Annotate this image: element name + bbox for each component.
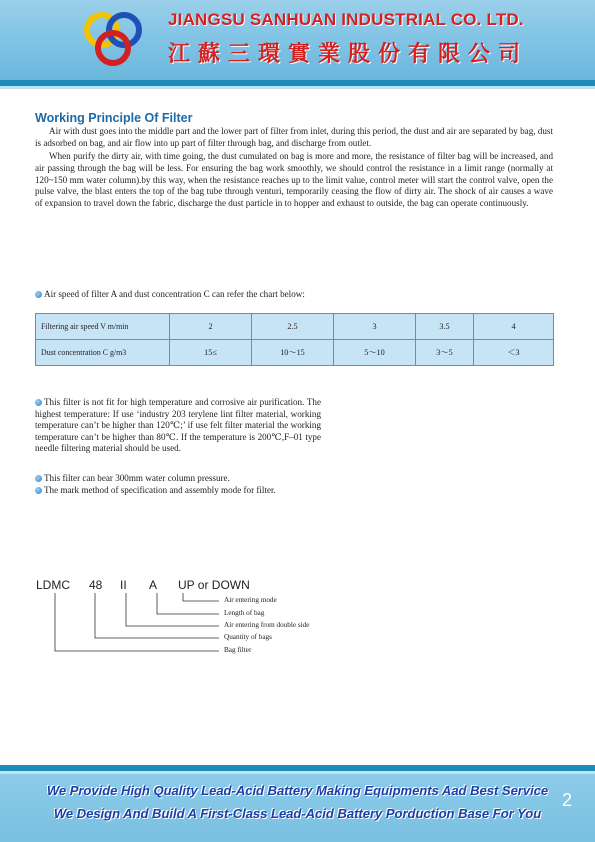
section-title: Working Principle Of Filter	[35, 111, 193, 125]
table-cell: 5～10	[334, 340, 416, 366]
table-row-label: Filtering air speed V m/min	[36, 314, 170, 340]
paragraph-1: Air with dust goes into the middle part and the lower part of filter from inlet, during this period, the dust and air are separated by bag, dust is adsorbed on bag, and air flow into up part of filter through bag, and discharge from outlet.	[35, 126, 553, 148]
model-code-quantity: 48	[89, 578, 103, 592]
bullet-icon	[35, 487, 42, 494]
note-pressure-text: This filter can bear 300mm water column pressure.	[44, 473, 230, 483]
model-desc-quantity: Quantity of bags	[224, 633, 272, 641]
company-name-en: JIANGSU SANHUAN INDUSTRIAL CO. LTD.	[168, 10, 524, 29]
model-desc-entry-side: Air entering from double side	[224, 621, 310, 629]
model-code-entry-mode: UP or DOWN	[178, 578, 250, 592]
table-cell: 15≤	[170, 340, 252, 366]
note-temperature-text: This filter is not fit for high temperature and corrosive air purification. The highest temperature: If use ‘industry 203 terylene lint filter material, working temperature can’t be higher than 120℃;’ if use felt filter material the working temperature can’t be higher than 80℃. If the temperature is 200℃,F–01 type needle filtering material should be used.	[35, 397, 321, 454]
table-cell: 2.5	[252, 314, 334, 340]
model-desc-length: Length of bag	[224, 609, 265, 617]
footer-slogan-2: We Design And Build A First-Class Lead-Acid Battery Porduction Base For You	[53, 806, 542, 821]
page-number: 2	[562, 790, 573, 810]
note-pressure	[35, 473, 230, 483]
footer-slogan-1: We Provide High Quality Lead-Acid Battery Making Equipments Aad Best Service	[46, 783, 549, 798]
table-cell: 3～5	[416, 340, 474, 366]
speed-concentration-table	[35, 313, 554, 366]
header-divider-light	[0, 86, 595, 89]
chart-intro-text: Air speed of filter A and dust concentration C can refer the chart below:	[44, 289, 305, 299]
company-name-cn: 江蘇三環實業股份有限公司	[168, 41, 529, 67]
bullet-icon	[35, 475, 42, 482]
table-cell: 10～15	[252, 340, 334, 366]
model-code-length: A	[149, 578, 158, 592]
model-code-entry-side: II	[120, 578, 127, 592]
note-temperature	[35, 397, 321, 455]
paragraph-2: When purify the dirty air, with time going, the dust cumulated on bag is more and more, the resistance of filter bag will be increased, and air passing through the bag will be less. For ensuring the bag work smoothly, we should control the resistance in a limit range (normally at 120~150 mm water column).by this way, when the resistance reaches up to the limit value, control meter will start the control valve, open the pulse valve, the blast enters the top of the bag tube through venturi, temporarily ceasing the flow of dirty air. The shock of air causes a wave of expansion to travel down the fabric, discharge the dust particle in to hopper and exhaust to outside, the bag can operate continuously.	[35, 151, 553, 209]
table-cell: ＜3	[474, 340, 554, 366]
chart-intro	[35, 289, 305, 299]
table-cell: 3	[334, 314, 416, 340]
model-code-series: LDMC	[36, 578, 71, 592]
bullet-icon	[35, 399, 42, 406]
table-cell: 2	[170, 314, 252, 340]
model-desc-entry-mode: Air entering mode	[224, 596, 277, 604]
table-cell: 4	[474, 314, 554, 340]
bullet-icon	[35, 291, 42, 298]
table-row	[36, 314, 554, 340]
table-cell: 3.5	[416, 314, 474, 340]
note-mark-method-text: The mark method of specification and assembly mode for filter.	[44, 485, 276, 495]
table-row-label: Dust concentration C g/m3	[36, 340, 170, 366]
model-desc-series: Bag filter	[224, 646, 252, 654]
table-row	[36, 340, 554, 366]
note-mark-method	[35, 485, 276, 495]
company-logo	[82, 8, 144, 68]
